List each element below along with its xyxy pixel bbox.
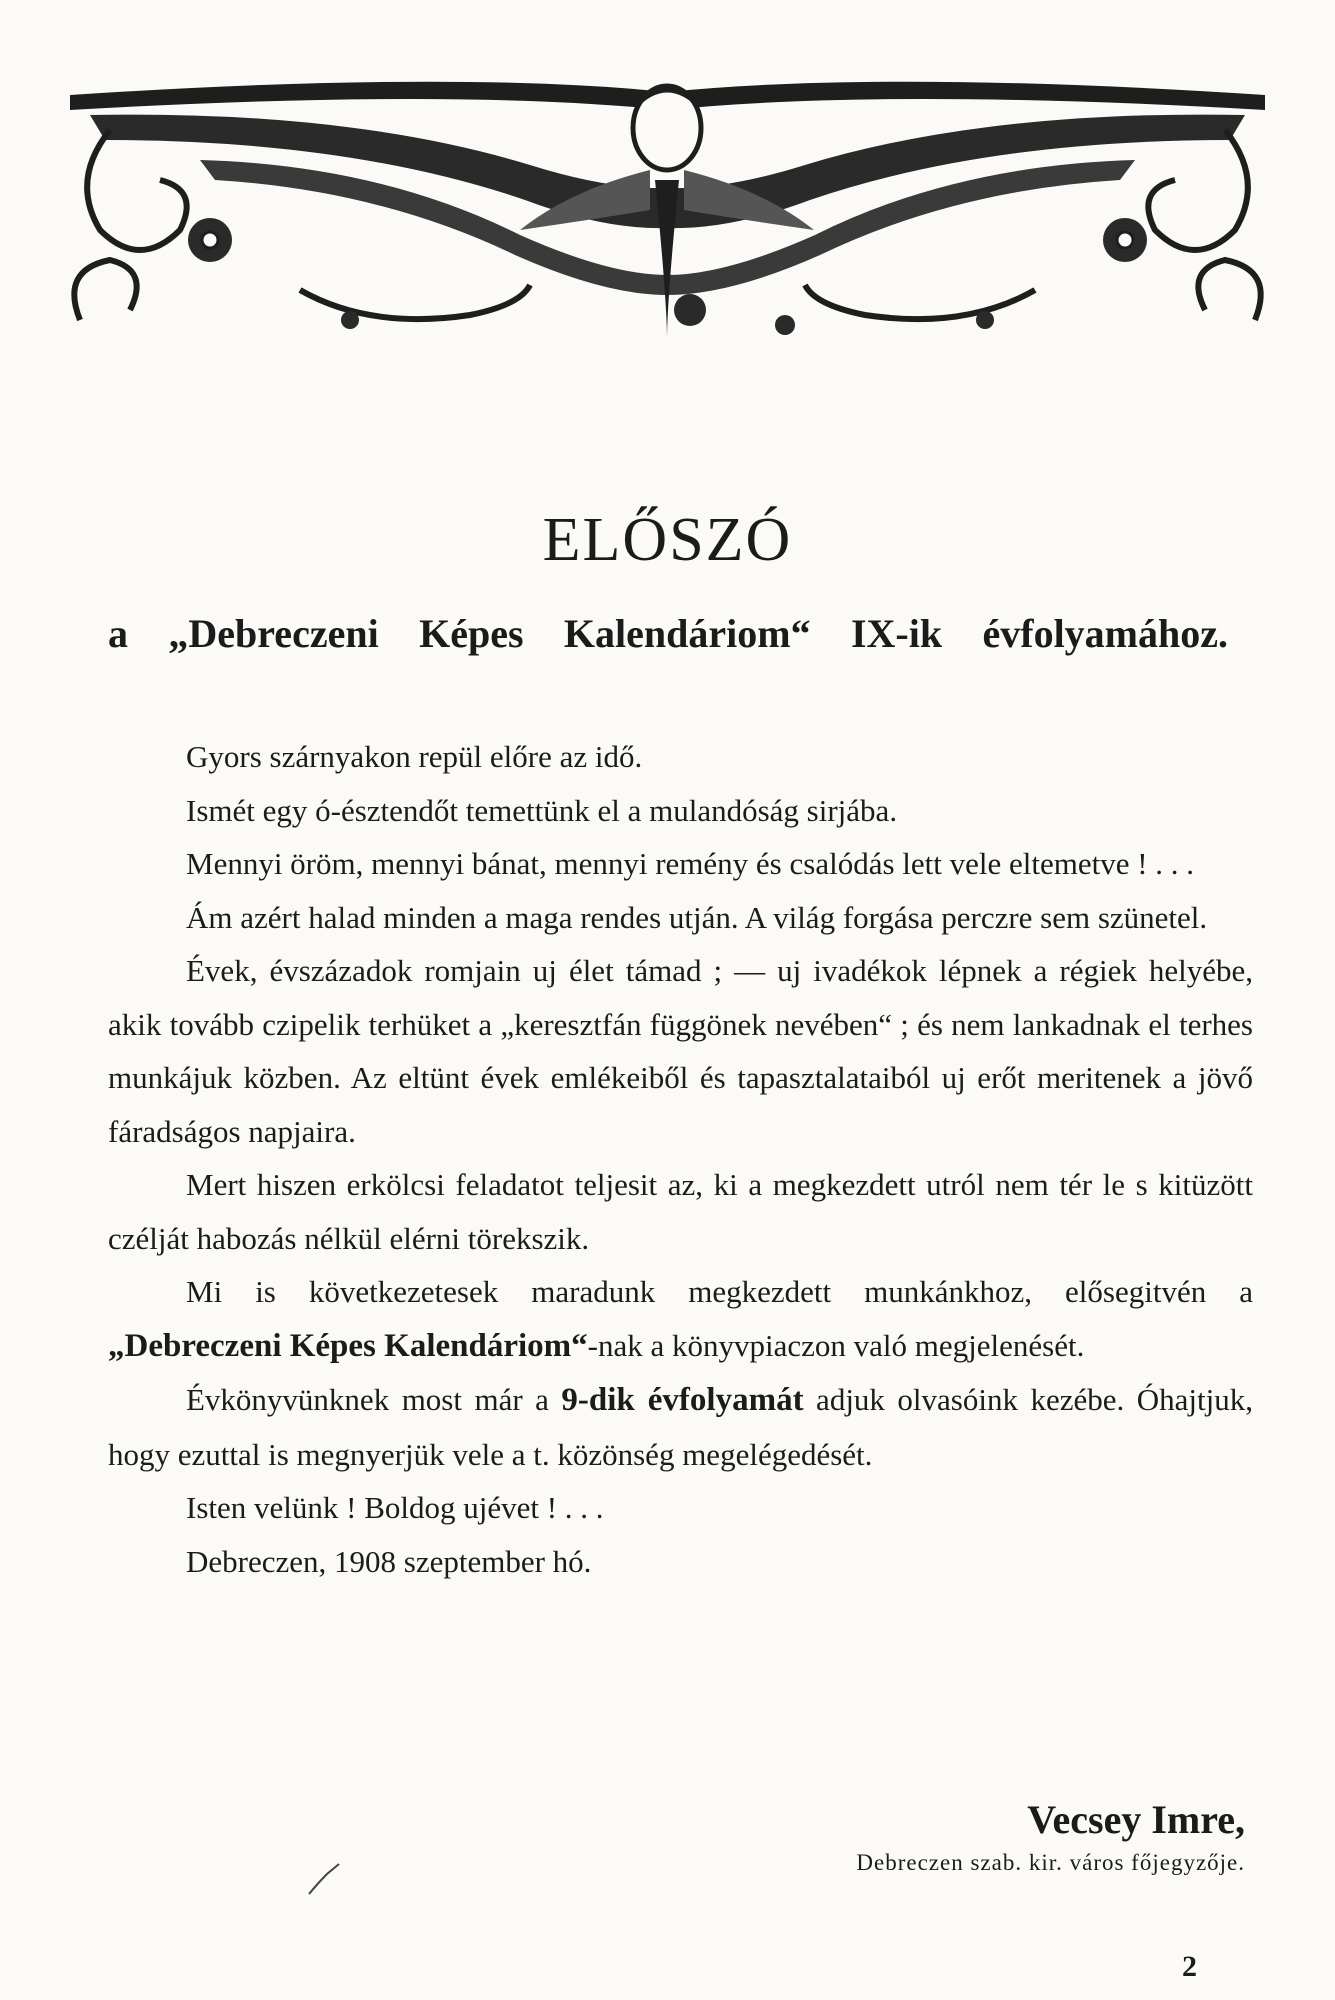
paragraph-6: Mert hiszen erkölcsi feladatot teljesit az, ki a megkezdett utról nem tér le s kitüzött czélját habozás nélkül elérni törekszik. [108, 1167, 1253, 1256]
paragraph-8-bold-volume: 9-dik évfolyamát [561, 1382, 804, 1418]
paragraph-7-after: -nak a könyvpiaczon való megjelenését. [587, 1327, 1085, 1363]
paragraph-10: Debreczen, 1908 szeptember hó. [186, 1543, 592, 1579]
paragraph-9: Isten velünk ! Boldog ujévet ! . . . [186, 1490, 604, 1525]
signature-name: Vecsey Imre, [1027, 1797, 1245, 1842]
paragraph-7-before: Mi is következetesek maradunk megkezdett munkánkhoz, elősegitvén a [186, 1274, 1253, 1309]
page-number: 2 [1182, 1950, 1197, 1983]
pen-stroke-mark-icon [305, 1860, 345, 1900]
paragraph-4: Ám azért halad minden a maga rendes utján. A világ forgása perczre sem szünetel. [186, 899, 1208, 935]
page-title: ELŐSZÓ [542, 506, 793, 574]
paragraph-7-bold-title: „Debreczeni Képes Kalendáriom“ [108, 1327, 588, 1364]
page-subtitle: a „Debreczeni Képes Kalendáriom“ IX-ik évfolyamához. [108, 611, 1228, 656]
paragraph-3: Mennyi öröm, mennyi bánat, mennyi remény és csalódás lett vele eltemetve ! . . . [186, 846, 1195, 881]
signature-title: Debreczen szab. kir. város főjegyzője. [856, 1850, 1245, 1875]
paragraph-1: Gyors szárnyakon repül előre az idő. [186, 739, 643, 774]
preface-body [108, 730, 1253, 1588]
paragraph-8-before: Évkönyvünknek most már a [186, 1382, 562, 1417]
paragraph-8 [108, 1373, 1253, 1481]
paragraph-7 [108, 1265, 1253, 1373]
paragraph-2: Ismét egy ó-észtendőt temettünk el a mulandóság sirjába. [186, 792, 898, 828]
signature-block [856, 1795, 1245, 1881]
paragraph-8-after: adjuk olvasóink kezébe. Óhajtjuk, hogy ezuttal is megnyerjük vele a t. közönség megelégedését. [108, 1382, 1253, 1472]
angel-banner-ornament-icon [50, 70, 1285, 370]
paragraph-5: Évek, évszázadok romjain uj élet támad ; — uj ivadékok lépnek a régiek helyébe, akik tovább czipelik terhüket a „keresztfán függönek nevében“ ; és nem lankadnak el terhes munkájuk közben. Az eltünt évek emlékeiből és tapasztalataiból uj erőt meritenek a jövő fáradságos napjaira. [108, 953, 1253, 1149]
